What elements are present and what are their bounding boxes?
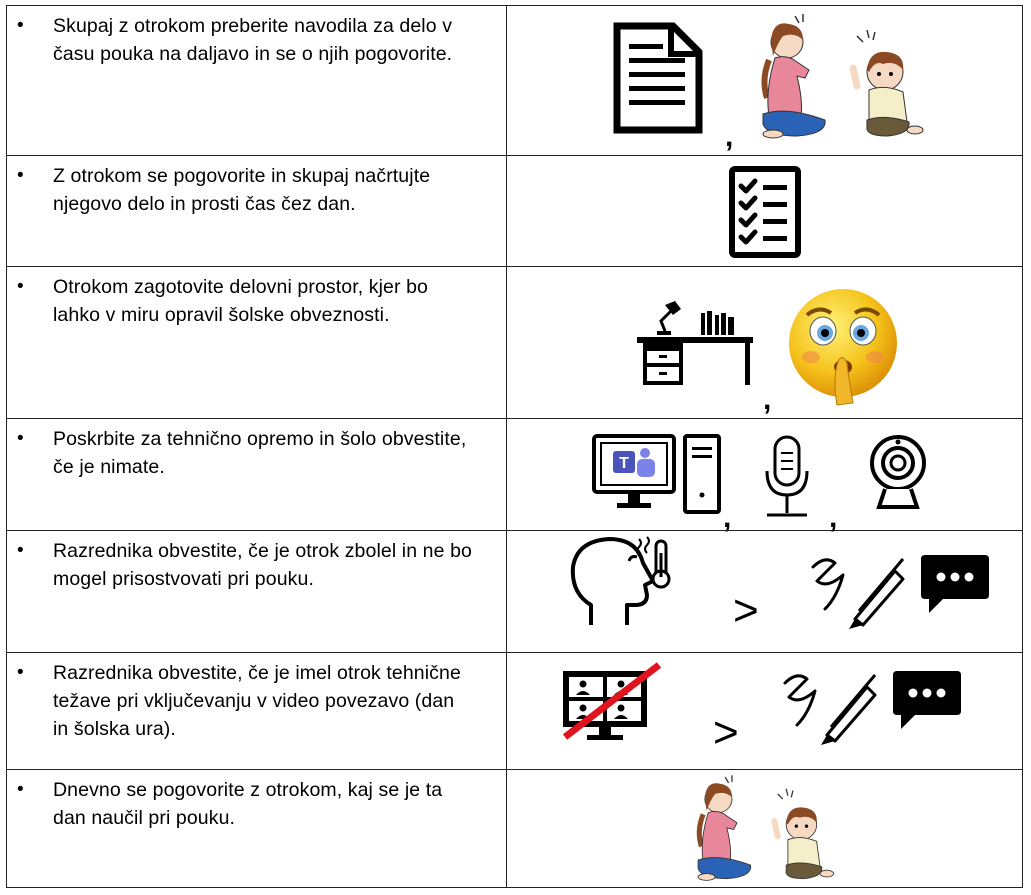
text-cell — [6, 267, 507, 418]
bullet: • — [17, 276, 24, 297]
text-line: Z otrokom se pogovorite in skupaj načrtujte — [53, 165, 431, 187]
instruction-text — [53, 162, 498, 218]
comma-separator: , — [829, 501, 838, 534]
text-cell — [6, 419, 507, 530]
bullet: • — [17, 428, 24, 449]
text-line: Skupaj z otrokom preberite navodila za delo v — [53, 15, 453, 37]
desk-lamp-icon — [635, 297, 755, 387]
mother-child-waving-icon — [757, 10, 927, 140]
svg-text:T: T — [619, 455, 629, 472]
text-line: mogel prisostvovati pri pouku. — [53, 568, 314, 590]
text-line: Poskrbite za tehnično opremo in šolo obvestite, — [53, 428, 467, 450]
bullet: • — [17, 165, 24, 186]
instruction-text — [53, 659, 498, 743]
comma-separator: , — [723, 501, 732, 534]
text-cell — [6, 653, 507, 769]
text-line: njegovo delo in prosti čas čez dan. — [53, 193, 356, 215]
instruction-text — [53, 776, 498, 832]
table-row — [6, 530, 1023, 652]
table-row — [6, 266, 1023, 418]
comma-separator: , — [725, 120, 734, 153]
table-row — [6, 5, 1023, 155]
text-line: težave pri vključevanju v video povezavo (dan — [53, 690, 455, 712]
text-cell — [6, 531, 507, 652]
chat-bubble-icon — [891, 669, 963, 733]
table-row — [6, 769, 1023, 888]
document-icon — [613, 22, 703, 134]
text-cell — [6, 770, 507, 887]
sick-head-thermometer-icon — [567, 533, 677, 629]
bullet: • — [17, 540, 24, 561]
text-line: Razrednika obvestite, če je imel otrok tehnične — [53, 662, 461, 684]
text-line: času pouka na daljavo in se o njih pogovorite. — [53, 43, 453, 65]
comma-separator: , — [763, 383, 772, 416]
instruction-text — [53, 425, 498, 481]
video-call-crossed-icon — [559, 661, 663, 747]
microphone-icon — [757, 433, 817, 523]
picture-cell — [507, 653, 1023, 769]
pen-writing-icon — [779, 661, 879, 745]
table-row — [6, 155, 1023, 266]
shushing-emoji-icon — [785, 285, 903, 409]
bullet: • — [17, 779, 24, 800]
picture-cell — [507, 770, 1023, 887]
text-line: Otrokom zagotovite delovni prostor, kjer bo — [53, 276, 428, 298]
computer-teams-icon — [591, 433, 723, 517]
instruction-text — [53, 537, 498, 593]
picture-cell — [507, 267, 1023, 418]
arrow-separator: > — [733, 586, 759, 635]
instruction-text — [53, 273, 498, 329]
text-cell — [6, 6, 507, 155]
picture-cell — [507, 6, 1023, 155]
text-line: če je nimate. — [53, 456, 165, 478]
text-line: Dnevno se pogovorite z otrokom, kaj se je ta — [53, 779, 443, 801]
table-row — [6, 418, 1023, 534]
chat-bubble-icon — [919, 553, 991, 617]
checklist-icon — [729, 166, 801, 258]
picture-cell — [507, 531, 1023, 652]
text-line: dan naučil pri pouku. — [53, 807, 236, 829]
instruction-text — [53, 12, 498, 68]
mother-child-waving-icon — [693, 768, 837, 886]
text-line: in šolska ura). — [53, 718, 176, 740]
text-cell — [6, 156, 507, 266]
arrow-separator: > — [713, 708, 739, 757]
picture-cell — [507, 156, 1023, 266]
picture-cell — [507, 419, 1023, 534]
table-row — [6, 652, 1023, 769]
bullet: • — [17, 662, 24, 683]
text-line: lahko v miru opravil šolske obveznosti. — [53, 304, 390, 326]
text-line: Razrednika obvestite, če je otrok zbolel in ne bo — [53, 540, 472, 562]
instructions-table — [6, 5, 1023, 888]
webcam-icon — [863, 433, 933, 513]
bullet: • — [17, 15, 24, 36]
pen-writing-icon — [807, 545, 907, 629]
